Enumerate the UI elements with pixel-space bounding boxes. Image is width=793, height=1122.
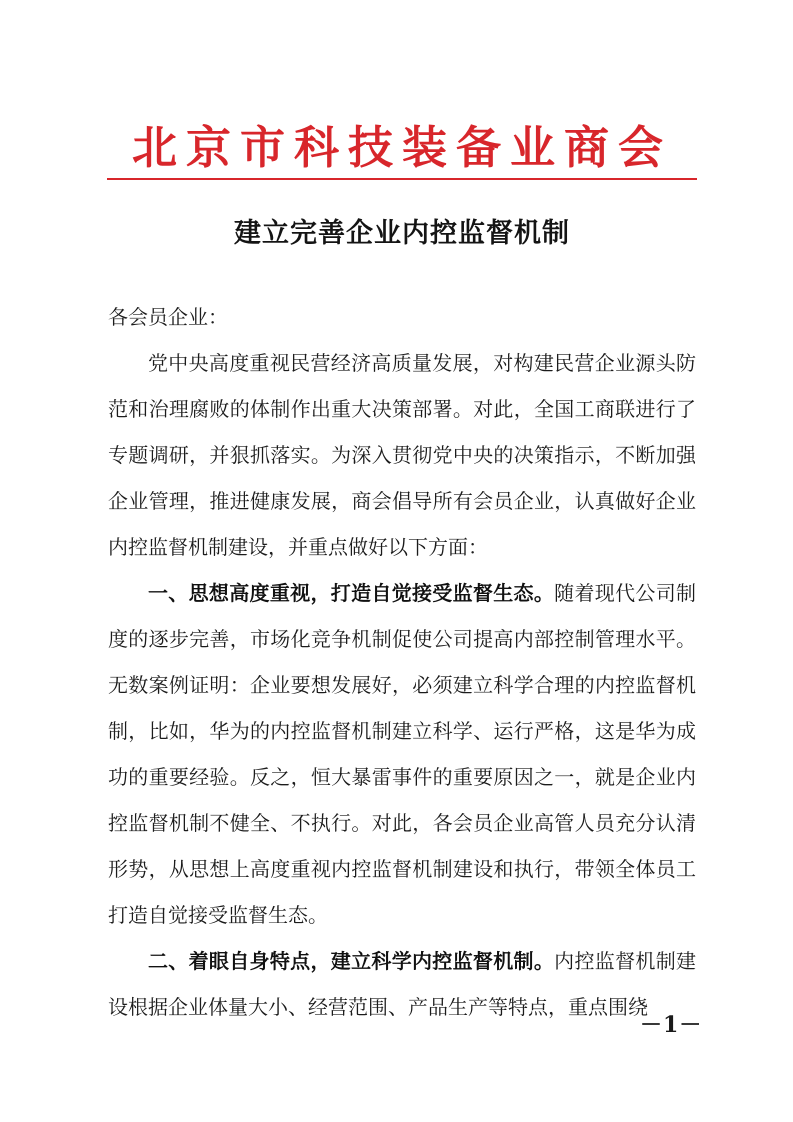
salutation: 各会员企业： xyxy=(108,305,228,329)
paragraph-section-1 xyxy=(108,570,696,938)
section-heading-1: 一、思想高度重视，打造自觉接受监督生态。 xyxy=(148,581,555,605)
paragraph-text: 随着现代公司制度的逐步完善，市场化竞争机制促使公司提高内部控制管理水平。无数案例证明：企业要想发展好，必须建立科学合理的内控监督机制，比如，华为的内控监督机制建立科学、运行严格，这是华为成功的重要经验。反之，恒大暴雷事件的重要原因之一，就是企业内控监督机制不健全、不执行。对此，各会员企业高管人员充分认清形势，从思想上高度重视内控监督机制建设和执行，带领全体员工打造自觉接受监督生态。 xyxy=(108,581,697,927)
letterhead-divider xyxy=(107,178,697,180)
paragraph-text: 内控监督机制建设根据企业体量大小、经营范围、产品生产等特点，重点围绕 xyxy=(108,949,697,1019)
paragraph-intro xyxy=(108,340,696,570)
org-letterhead-title: 北京市科技装备业商会 xyxy=(131,121,672,174)
paragraph-section-2 xyxy=(108,938,696,1030)
document-body xyxy=(108,294,696,1030)
paragraph-text: 党中央高度重视民营经济高质量发展，对构建民营企业源头防范和治理腐败的体制作出重大决策部署。对此，全国工商联进行了专题调研，并狠抓落实。为深入贯彻党中央的决策指示，不断加强企业管理，推进健康发展，商会倡导所有会员企业，认真做好企业内控监督机制建设，并重点做好以下方面： xyxy=(108,351,696,559)
section-heading-2: 二、着眼自身特点，建立科学内控监督机制。 xyxy=(148,949,555,973)
document-title: 建立完善企业内控监督机制 xyxy=(234,218,570,249)
page-number: －1－ xyxy=(640,1012,703,1038)
